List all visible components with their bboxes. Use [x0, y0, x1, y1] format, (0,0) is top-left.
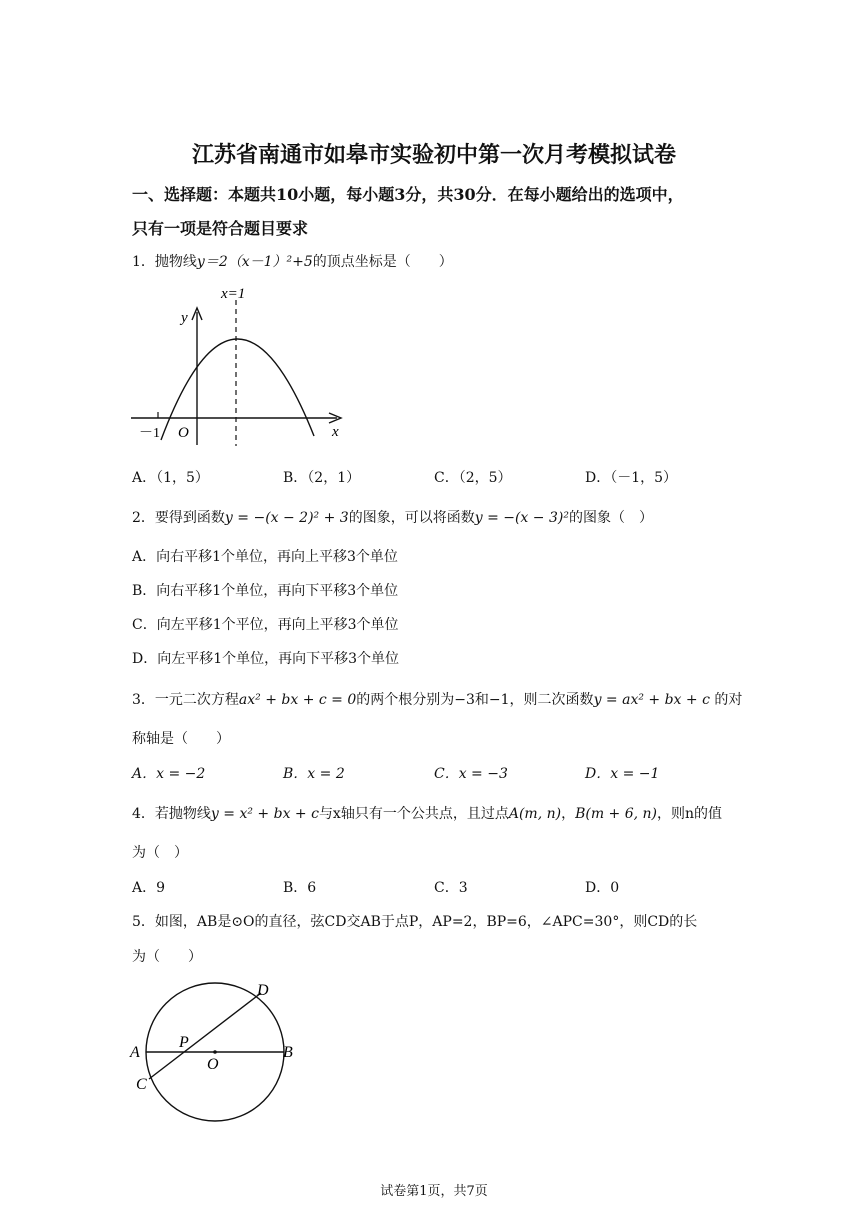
- neg-one-label: －1: [139, 426, 160, 441]
- parabola-figure: [125, 280, 355, 450]
- q3-option-b: B．x = 2: [283, 766, 345, 782]
- question-text: 的两个根分别为−3和−1，则二次函数: [356, 692, 594, 708]
- question-text: 的对: [714, 692, 743, 708]
- label-a: A: [130, 1044, 140, 1061]
- question-4: [132, 803, 722, 823]
- question-5: [132, 911, 697, 931]
- q3-option-a: A．x = −2: [132, 766, 206, 782]
- label-o: O: [207, 1056, 219, 1073]
- question-text: 一元二次方程: [154, 692, 239, 708]
- question-3: [132, 689, 742, 709]
- question-text: 抛物线: [154, 254, 197, 270]
- circle-figure: [125, 975, 315, 1125]
- question-text: 要得到函数: [154, 510, 225, 526]
- question-number: 4．: [132, 806, 155, 822]
- question-text: 的图象（ ）: [568, 510, 653, 526]
- point-b: B(m + 6, n): [575, 806, 658, 822]
- page-title: 江苏省南通市如皋市实验初中第一次月考模拟试卷: [191, 142, 676, 168]
- formula: y = −(x − 2)² + 3: [224, 510, 349, 526]
- q1-option-a: A．（1，5）: [132, 470, 209, 486]
- question-5-line2: 为（ ）: [132, 949, 202, 965]
- label-c: C: [136, 1076, 147, 1093]
- page-footer: 试卷第1页，共7页: [380, 1184, 488, 1199]
- symmetry-axis-label: x=1: [221, 286, 246, 302]
- chord-cd: [149, 993, 261, 1079]
- q2-option-b: B．向右平移1个单位，再向下平移3个单位: [132, 583, 399, 599]
- q4-option-a: A．9: [132, 880, 166, 896]
- q3-option-d: D．x = −1: [585, 766, 660, 782]
- q2-option-c: C．向左平移1个平位，再向上平移3个单位: [132, 617, 399, 633]
- q4-option-d: D．0: [585, 880, 620, 896]
- q1-option-d: D．（－1，5）: [585, 470, 678, 486]
- question-1: [132, 251, 453, 271]
- label-p: P: [179, 1034, 189, 1051]
- question-text: 的图象，可以将函数: [348, 510, 475, 526]
- question-number: 1．: [132, 254, 155, 270]
- formula: y = x² + bx + c: [210, 806, 319, 822]
- formula: y = −(x − 3)²: [474, 510, 569, 526]
- y-axis-label: y: [181, 310, 188, 326]
- q1-option-c: C．（2，5）: [434, 470, 512, 486]
- question-number: 2．: [132, 510, 155, 526]
- origin-label: O: [178, 425, 189, 441]
- q2-option-d: D．向左平移1个单位，再向下平移3个单位: [132, 651, 400, 667]
- q4-option-c: C．3: [434, 880, 468, 896]
- q3-option-c: C．x = −3: [434, 766, 508, 782]
- point-a: A(m, n): [508, 806, 562, 822]
- section-heading-line2: 只有一项是符合题目要求: [132, 219, 309, 238]
- question-text: 与x轴只有一个公共点，且过点: [318, 806, 509, 822]
- q2-option-a: A．向右平移1个单位，再向上平移3个单位: [132, 549, 398, 565]
- section-heading-line1: 一、选择题：本题共10小题，每小题3分，共30分．在每小题给出的选项中，: [132, 185, 684, 204]
- label-d: D: [257, 982, 269, 999]
- formula: y＝2（x－1）²+5: [196, 254, 313, 270]
- question-text: ，则n的值: [657, 806, 723, 822]
- question-3-line2: 称轴是（ ）: [132, 731, 230, 747]
- question-number: 5．: [132, 914, 155, 930]
- formula: ax² + bx + c = 0: [238, 692, 357, 708]
- center-dot: [213, 1050, 217, 1054]
- question-2: [132, 507, 653, 527]
- question-text: 若抛物线: [154, 806, 211, 822]
- question-4-line2: 为（ ）: [132, 845, 188, 861]
- q4-option-b: B．6: [283, 880, 317, 896]
- x-axis-label: x: [332, 424, 339, 440]
- q1-option-b: B．（2，1）: [283, 470, 361, 486]
- question-number: 3．: [132, 692, 155, 708]
- question-text: 如图，AB是⊙O的直径，弦CD交AB于点P，AP=2，BP=6，∠APC=30°，则CD的长: [154, 914, 698, 930]
- separator: ，: [561, 806, 576, 822]
- label-b: B: [283, 1044, 293, 1061]
- question-text: 的顶点坐标是（ ）: [312, 254, 453, 270]
- formula: y = ax² + bx + c: [593, 692, 710, 708]
